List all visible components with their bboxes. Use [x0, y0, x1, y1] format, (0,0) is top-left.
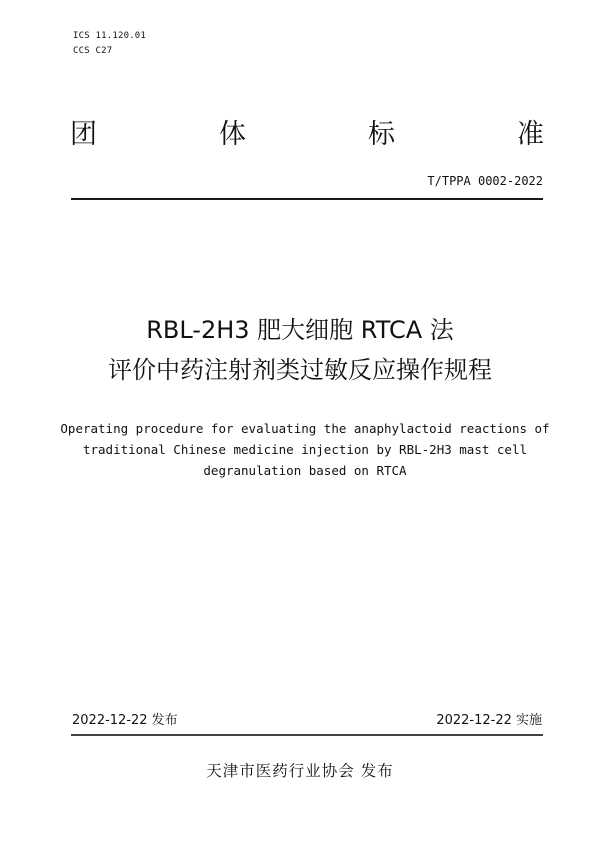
- ics-code: ICS 11.120.01: [73, 31, 147, 41]
- standard-type-char: 准: [517, 119, 544, 150]
- standard-type-heading: [70, 117, 544, 153]
- top-divider: [71, 198, 543, 200]
- implement-date: 2022-12-22 实施: [436, 713, 542, 728]
- english-title: Operating procedure for evaluating the anaphylactoid reactions of traditional Chinese medicine injection by RBL-2H3 mast cell degranulation based on RTCA: [60, 421, 550, 478]
- standard-type-char: 标: [368, 119, 395, 150]
- bottom-divider: [71, 734, 543, 736]
- publish-date: 2022-12-22 发布: [72, 713, 178, 728]
- standard-number: T/TPPA 0002-2022: [427, 174, 543, 188]
- standard-type-char: 体: [219, 119, 246, 150]
- standard-type-char: 团: [70, 119, 97, 150]
- chinese-title-line-1: RBL-2H3 肥大细胞 RTCA 法: [146, 316, 454, 344]
- chinese-title-line-2: 评价中药注射剂类过敏反应操作规程: [108, 356, 492, 384]
- ccs-code: CCS C27: [73, 46, 113, 56]
- publisher: 天津市医药行业协会 发布: [206, 762, 394, 780]
